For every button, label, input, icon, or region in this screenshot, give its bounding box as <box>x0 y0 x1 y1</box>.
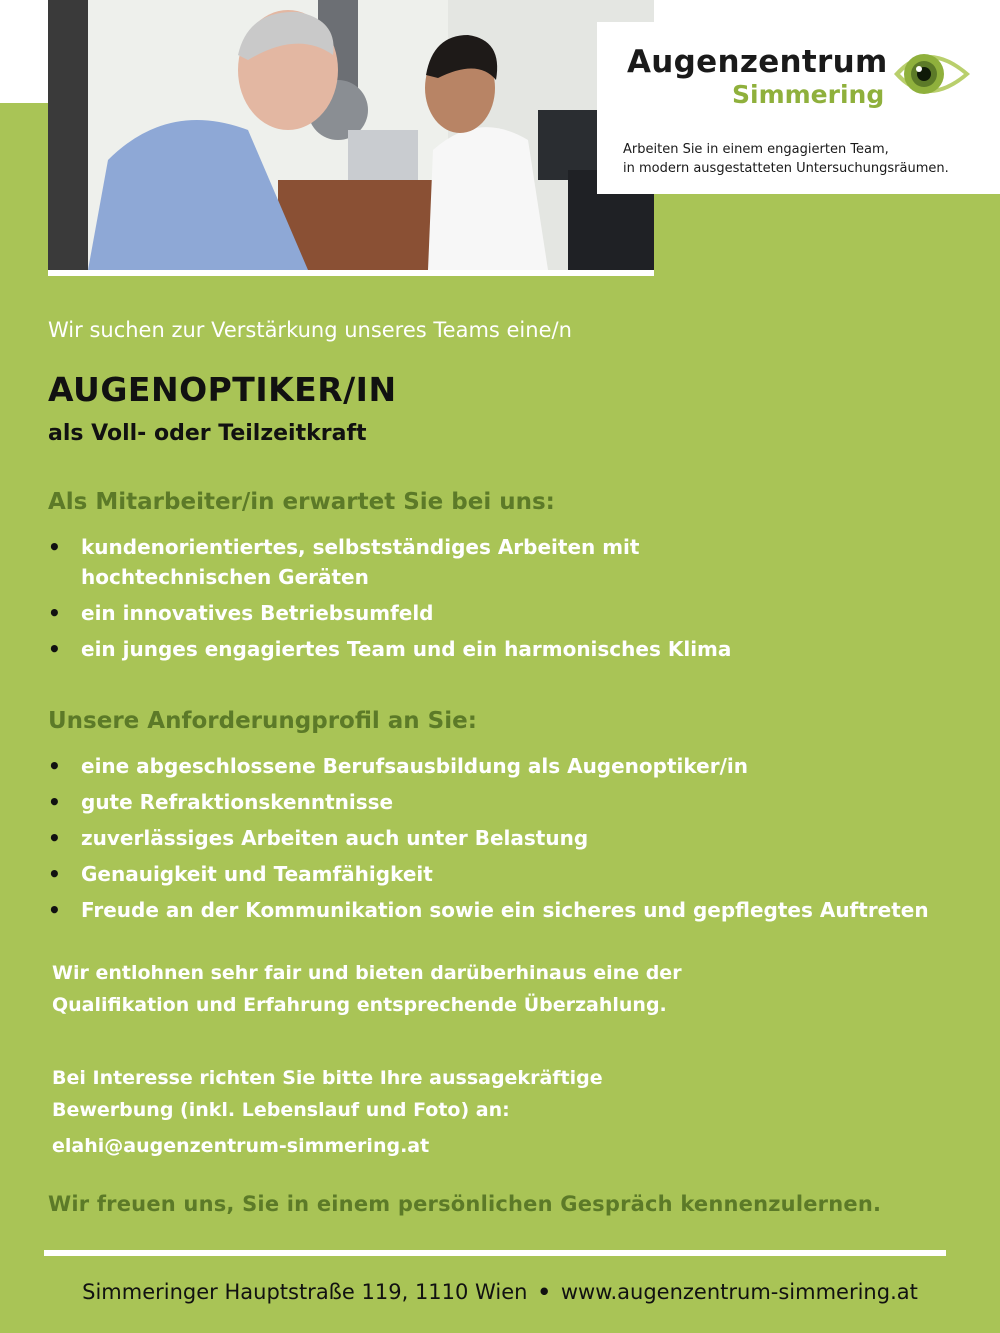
requirements-heading: Unsere Anforderungprofil an Sie: <box>48 708 477 734</box>
list-item-text: ein innovatives Betriebsumfeld <box>81 601 434 625</box>
bullet-icon: • <box>48 790 61 814</box>
intro-text: Wir suchen zur Verstärkung unseres Teams eine/n <box>48 318 572 342</box>
pay-line: Qualifikation und Erfahrung entsprechende Überzahlung. <box>52 994 667 1016</box>
list-item <box>48 859 929 889</box>
list-item-text: ein junges engagiertes Team und ein harmonisches Klima <box>81 637 732 661</box>
email-link[interactable]: elahi@augenzentrum-simmering.at <box>52 1135 430 1157</box>
logo-name: Augenzentrum <box>627 44 888 80</box>
offer-list <box>48 532 731 664</box>
pay-line: Wir entlohnen sehr fair und bieten darüberhinaus eine der <box>52 962 682 984</box>
logo-tagline-line2: in modern ausgestatteten Untersuchungsräumen. <box>623 161 949 176</box>
list-item-text: kundenorientiertes, selbstständiges Arbeiten mit <box>81 535 640 559</box>
offer-heading: Als Mitarbeiter/in erwartet Sie bei uns: <box>48 489 555 515</box>
list-item-text: Freude an der Kommunikation sowie ein sicheres und gepflegtes Auftreten <box>81 898 929 922</box>
list-item <box>48 532 731 592</box>
eye-logo-icon <box>892 38 972 110</box>
photo-eye-exam-icon <box>48 0 654 270</box>
footer <box>0 1280 1000 1304</box>
footer-website-link[interactable]: www.augenzentrum-simmering.at <box>560 1280 918 1304</box>
bullet-icon: • <box>48 862 61 886</box>
list-item <box>48 787 929 817</box>
apply-paragraph <box>52 1062 603 1162</box>
footer-separator: • <box>537 1280 551 1304</box>
list-item-text: zuverlässiges Arbeiten auch unter Belastung <box>81 826 589 850</box>
bullet-icon: • <box>48 601 61 625</box>
list-item <box>48 598 731 628</box>
bullet-icon: • <box>48 898 61 922</box>
bullet-icon: • <box>48 826 61 850</box>
header-photo <box>48 0 654 276</box>
logo-box <box>597 22 1000 194</box>
logo-subname: Simmering <box>732 80 885 109</box>
footer-address: Simmeringer Hauptstraße 119, 1110 Wien <box>82 1280 528 1304</box>
list-item <box>48 751 929 781</box>
apply-line: Bewerbung (inkl. Lebenslauf und Foto) an: <box>52 1099 510 1121</box>
job-title: AUGENOPTIKER/IN <box>48 370 397 409</box>
list-item-text: gute Refraktionskenntnisse <box>81 790 394 814</box>
list-item-text: eine abgeschlossene Berufsausbildung als Augenoptiker/in <box>81 754 748 778</box>
closing-text: Wir freuen uns, Sie in einem persönlichen Gespräch kennenzulernen. <box>48 1192 882 1216</box>
requirements-list <box>48 751 929 925</box>
logo-tagline-line1: Arbeiten Sie in einem engagierten Team, <box>623 142 889 157</box>
pay-paragraph <box>52 957 682 1021</box>
logo-tagline <box>623 140 949 178</box>
job-subtitle: als Voll- oder Teilzeitkraft <box>48 421 367 446</box>
list-item-text: Genauigkeit und Teamfähigkeit <box>81 862 433 886</box>
footer-divider <box>44 1250 946 1256</box>
apply-line: Bei Interesse richten Sie bitte Ihre aussagekräftige <box>52 1067 603 1089</box>
bullet-icon: • <box>48 754 61 778</box>
list-item <box>48 634 731 664</box>
list-item <box>48 895 929 925</box>
list-item-text: hochtechnischen Geräten <box>81 565 369 589</box>
list-item <box>48 823 929 853</box>
bullet-icon: • <box>48 637 61 661</box>
bullet-icon: • <box>48 535 61 559</box>
